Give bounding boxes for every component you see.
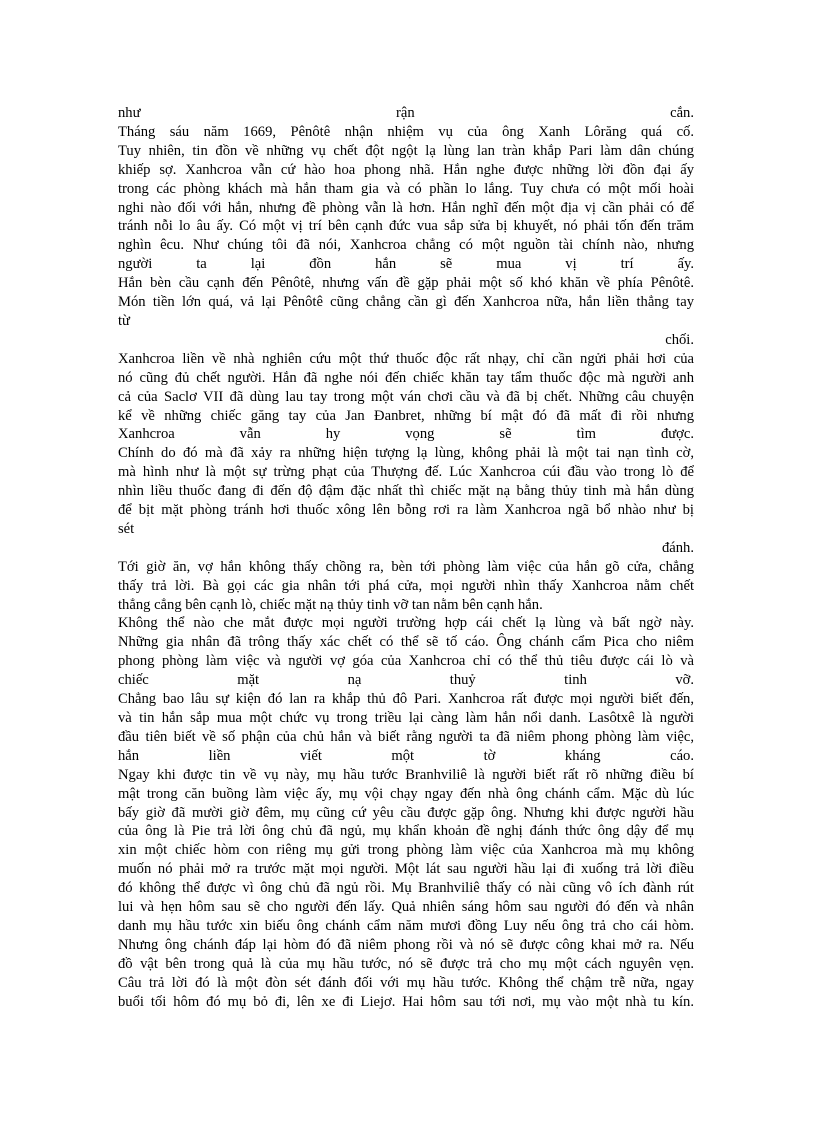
document-page <box>118 104 694 1012</box>
text-line: hắn liền viết một tờ kháng cáo. <box>118 747 694 764</box>
text-line: từ <box>118 312 130 329</box>
text-line: Chính do đó mà đã xảy ra những hiện tượng lạ lùng, không phải là một tai nạn tình cờ, <box>118 445 694 462</box>
text-line: cả của Saclơ VII đã dùng lau tay trong một ván chơi cầu và đã bị chết. Những câu chuyện <box>118 388 694 405</box>
text-line: Không thể nào che mắt được mọi người trường hợp cái chết lạ lùng và bất ngờ này. <box>118 615 694 632</box>
text-line: người ta lại đồn hắn sẽ mua vị trí ấy. <box>118 256 694 273</box>
text-line: của ông là Pie trả lời ông chủ đã ngủ, mụ khẩn khoản đề nghị đánh thức ông dậy để mụ <box>118 823 694 840</box>
text-line: sét <box>118 520 135 537</box>
text-line: khiếp sợ. Xanhcroa vẫn cứ hào hoa phong nhã. Hắn nghe được những lời đồn đại ấy <box>118 161 694 178</box>
text-line: chối. <box>665 331 694 348</box>
text-line: Chẳng bao lâu sự kiện đó lan ra khắp thủ đô Pari. Xanhcroa rất được mọi người biết đến, <box>118 691 694 708</box>
text-line: phong phòng làm việc và người vợ góa của Xanhcroa chỉ có thể thủ tiêu được cái lò và <box>118 653 694 670</box>
text-line: thấy trả lời. Bà gọi các gia nhân tới phá cửa, mọi người nhìn thấy Xanhcroa nằm chết <box>118 577 694 594</box>
text-line: Ngay khi được tin về vụ này, mụ hầu tước Branhviliê là người biết rất rõ những điều bí <box>118 766 694 783</box>
text-line: Xanhcroa liền về nhà nghiên cứu một thứ thuốc độc rất nhạy, chỉ cần ngửi phải hơi của <box>118 350 694 367</box>
text-line: xin một chiếc hòm con riêng mụ gửi trong phòng làm việc của Xanhcroa mà mụ không <box>118 842 694 859</box>
text-line: nó cũng đủ chết người. Hắn đã nghe nói đến chiếc khăn tay tẩm thuốc độc mà người anh <box>118 369 694 386</box>
text-line: mà hình như là một sự trừng phạt của Thượng đế. Lúc Xanhcroa cúi đầu vào trong lò để <box>118 464 694 481</box>
text-line: tránh nỗi lo âu ấy. Có một vị trí bên cạnh đức vua sắp sửa bị khuyết, nó phải tốn đến trăm <box>118 218 694 235</box>
text-line: Xanhcroa vẫn hy vọng sẽ tìm được. <box>118 426 694 443</box>
text-line: Tháng sáu năm 1669, Pênôtê nhận nhiệm vụ của ông Xanh Lôrăng quá cố. <box>118 123 694 140</box>
text-line: muốn nó phải mở ra trước mặt mọi người. Một lát sau người hầu lại đi xuống trả lời điều <box>118 861 694 878</box>
text-line: Câu trả lời đó là một đòn sét đánh đối với mụ hầu tước. Không thể chậm trễ nữa, ngay <box>118 974 694 991</box>
text-line: bấy giờ đã mười giờ đêm, mụ cũng cứ yêu cầu được gặp ông. Nhưng khi được người hầu <box>118 804 694 821</box>
text-line: đồ vật bên trong quả là của mụ hầu tước, nó sẽ được trả cho mụ một cách nguyên vẹn. <box>118 955 694 972</box>
text-line: lui và hẹn hôm sau sẽ cho người đến lấy. Quả nhiên sáng hôm sau người đó đến và nhân <box>118 899 694 916</box>
text-line: thẳng cẳng bên cạnh lò, chiếc mặt nạ thủy tinh vỡ tan nằm bên cạnh hắn. <box>118 596 543 613</box>
text-line: nghi nào đối với hắn, nhưng đề phòng vẫn là hơn. Hắn nghĩ đến một địa vị cần phải có để <box>118 199 694 216</box>
text-line: Hắn bèn cầu cạnh đến Pênôtê, nhưng vấn đề gặp phải một số khó khăn về phía Pênôtê. <box>118 275 694 292</box>
text-line: danh mụ hầu tước xin biếu ông chánh cẩm năm mươi đồng Luy nếu ông trả cho cái hòm. <box>118 917 694 934</box>
text-line: Món tiền lớn quá, vả lại Pênôtê cũng chẳng cần gì đến Xanhcroa nữa, hắn liền thẳng tay <box>118 294 694 311</box>
text-line: mật trong căn buồng làm việc ấy, mụ vội chạy ngay đến nhà ông chánh cẩm. Mặc dù lúc <box>118 785 694 802</box>
text-line: buổi tối hôm đó mụ bỏ đi, lên xe đi Liejơ. Hai hôm sau tới nơi, mụ vào một nhà tu kín. <box>118 993 694 1010</box>
text-line: như rận cắn. <box>118 105 694 121</box>
text-line: đánh. <box>661 539 694 556</box>
text-line: đó không thể được vì ông chủ đã ngủ rồi. Mụ Branhviliê thấy có nài cũng vô ích đành rút <box>118 880 694 897</box>
text-line: nghìn êcu. Như chúng tôi đã nói, Xanhcroa chẳng có một nguồn tài chính nào, nhưng <box>118 237 694 254</box>
text-line: Tới giờ ăn, vợ hắn không thấy chồng ra, bèn tới phòng làm việc của hắn gõ cửa, chẳng <box>118 558 694 575</box>
text-line: chiếc mặt nạ thuỷ tinh vỡ. <box>118 672 694 689</box>
text-line: nhìn liều thuốc đang đi đến độ đậm đặc nhất thì chiếc mặt nạ bằng thủy tinh mà hắn dùng <box>118 483 694 500</box>
text-line: Tuy nhiên, tin đồn về những vụ chết đột ngột lạ lùng lan tràn khắp Pari làm dân chúng <box>118 142 694 159</box>
text-line: đầu tiên biết về số phận của chủ hắn và biết rằng người ta đã niêm phong phòng làm việc, <box>118 728 694 745</box>
text-line: để bịt mặt phòng tránh hơi thuốc xông lên bỗng rơi ra làm Xanhcroa ngã bổ nhào như bị <box>118 502 694 519</box>
text-line: Nhưng ông chánh đáp lại hòm đó đã niêm phong rồi và nó sẽ được công khai mở ra. Nếu <box>118 936 694 953</box>
text-line: Những gia nhân đã trông thấy xác chết có thể sẽ tố cáo. Ông chánh cẩm Pica cho niêm <box>118 634 694 651</box>
text-line: kể về những chiếc găng tay của Jan Đanbret, những bí mật đó đã mất đi rồi nhưng <box>118 407 694 424</box>
text-line: trong các phòng khách mà hắn tham gia và có phần lo lắng. Tuy chưa có một mối hoài <box>118 180 694 197</box>
text-line: và tin hắn sắp mua một chức vụ trong triều lại càng làm hắn nổi danh. Lasôtxê là người <box>118 710 694 726</box>
